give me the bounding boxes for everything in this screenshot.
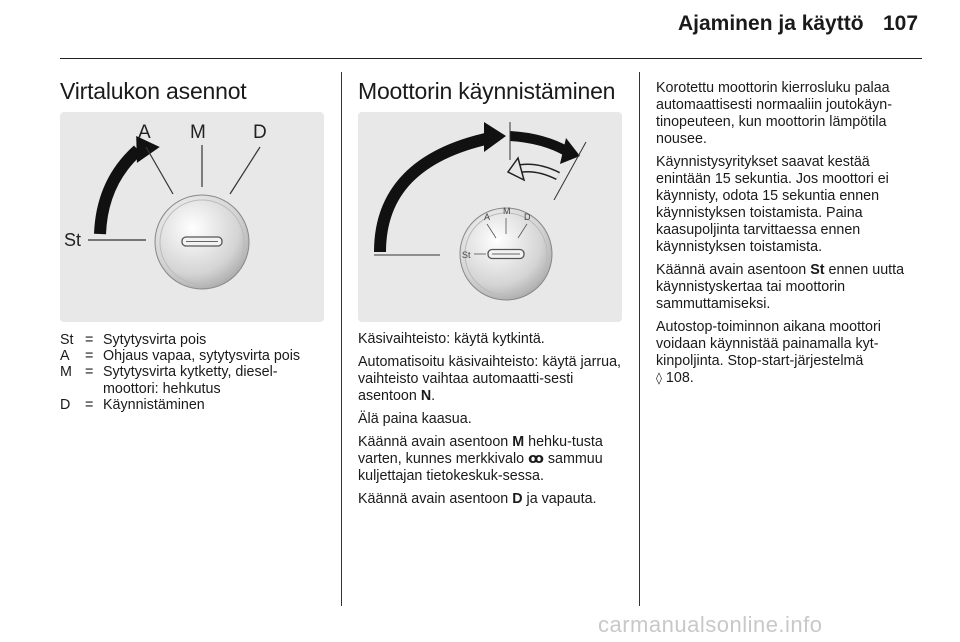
legend-text: Ohjaus vapaa, sytytysvirta pois: [103, 348, 301, 365]
legend-text: Sytytysvirta kytketty, diesel-moottori: hehkutus: [103, 364, 278, 397]
position-line-d: [230, 147, 260, 194]
legend-key: St: [60, 332, 74, 348]
legend-key: M: [60, 364, 72, 381]
page-number: 107: [883, 12, 919, 35]
return-arrow-head: [508, 158, 524, 180]
text-run: Käännä avain asentoon: [358, 491, 509, 507]
rotation-arrow: [100, 150, 138, 234]
bold-text: St: [810, 262, 825, 278]
paragraph: [656, 319, 926, 387]
label-st: St: [64, 230, 82, 250]
header-divider: [60, 58, 922, 59]
legend-equals: =: [85, 332, 94, 348]
legend-row-m: [60, 364, 353, 396]
small-label-d: D: [524, 212, 531, 222]
bold-text: N: [420, 388, 432, 404]
section-heading-engine-start: Moottorin käynnistäminen: [358, 78, 616, 104]
label-m: M: [190, 122, 206, 143]
small-label-a: A: [484, 212, 491, 222]
text-run: Käännä avain asentoon: [358, 434, 509, 450]
section-heading-ignition-positions: Virtalukon asennot: [60, 78, 247, 104]
arrow-head: [484, 122, 506, 152]
position-line-a: [146, 147, 173, 194]
page-reference-icon: ◊: [656, 371, 662, 385]
paragraph: Käsivaihteisto: käytä kytkintä.: [358, 331, 545, 347]
legend-row-a: [60, 348, 353, 364]
right-column-text: [656, 80, 926, 393]
glow-plug-indicator-icon: ꝏ: [528, 451, 544, 467]
legend-equals: =: [85, 364, 94, 381]
label-a: A: [138, 122, 151, 143]
text-run: hehku-tusta varten, kunnes merkkivalo: [358, 434, 603, 467]
text-run: ja vapauta.: [526, 491, 597, 507]
paragraph: [358, 491, 636, 508]
paragraph: [656, 262, 926, 313]
paragraph: [358, 434, 636, 485]
text-run: .: [431, 388, 436, 404]
legend-text: Käynnistäminen: [103, 396, 205, 413]
ignition-positions-legend: [60, 332, 353, 413]
start-arrow-head: [560, 138, 580, 164]
text-run: ennen uutta käynnistyskertaa tai moottorin sammuttamiseksi.: [656, 262, 905, 312]
legend-key: A: [60, 348, 70, 365]
bold-text: M: [512, 434, 525, 450]
legend-text: Sytytysvirta pois: [103, 332, 207, 348]
bold-text: D: [512, 491, 523, 507]
start-arrow: [510, 136, 568, 152]
ignition-positions-figure: [60, 112, 324, 322]
paragraph: Älä paina kaasua.: [358, 411, 472, 427]
engine-start-figure: [358, 112, 622, 322]
text-run: sammuu kuljettajan tietokeskuk-sessa.: [358, 451, 603, 484]
watermark-text: carmanualsonline.info: [598, 612, 823, 637]
legend-row-d: [60, 397, 353, 413]
column-divider-right: [639, 72, 640, 606]
legend-equals: =: [85, 348, 94, 365]
page-reference-link[interactable]: 108.: [665, 370, 694, 386]
legend-equals: =: [85, 396, 94, 413]
legend-row-st: [60, 332, 353, 348]
paragraph: Korotettu moottorin kierrosluku palaa automaattisesti normaaliin joutokäyn-tinopeuteen, kun moottorin lämpötila nousee.: [656, 80, 893, 147]
text-run: Käännä avain asentoon: [656, 262, 807, 278]
text-run: Automatisoitu käsivaihteisto: käytä jarrua, vaihteisto vaihtaa automaatti-sesti asentoon: [358, 354, 622, 404]
engine-start-text: [358, 331, 636, 514]
small-label-m: M: [503, 206, 511, 216]
text-run: Autostop-toiminnon aikana moottori voidaan käynnistää painamalla kyt-kinpoljinta. Stop-start-järjestelmä: [656, 319, 881, 369]
legend-key: D: [60, 396, 71, 413]
paragraph: Käynnistysyritykset saavat kestää enintään 15 sekuntia. Jos moottori ei käynnisty, odota 15 sekuntia ennen käynnistyksen toistamista. Paina kaasupoljinta tarvittaessa ennen käynnistyksen toistamista.: [656, 154, 889, 255]
label-d: D: [253, 122, 267, 143]
small-label-st: St: [462, 250, 471, 260]
paragraph: [358, 354, 636, 405]
page-header-title: Ajaminen ja käyttö: [678, 12, 864, 35]
